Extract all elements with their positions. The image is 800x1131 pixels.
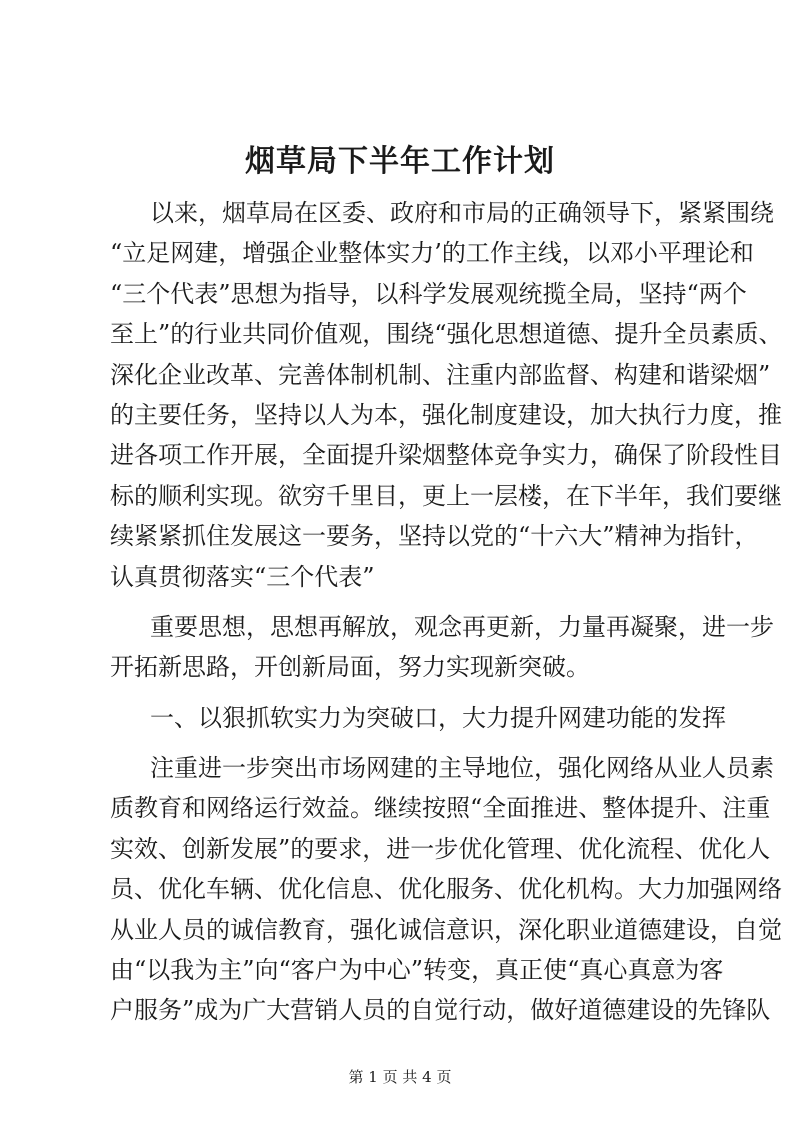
text-line: 的主要任务，坚持以人为本，强化制度建设，加大执行力度，推 xyxy=(110,400,782,429)
text-line: 至上”的行业共同价值观，围绕“强化思想道德、提升全员素质、 xyxy=(110,320,783,349)
text-line: 注重进一步突出市场网建的主导地位，强化网络从业人员素 xyxy=(150,754,774,783)
text-line: “三个代表”思想为指导，以科学发展观统揽全局，坚持“两个 xyxy=(110,279,747,308)
text-line: 以来，烟草局在区委、政府和市局的正确领导下，紧紧围绕 xyxy=(150,199,774,227)
document-title: 烟草局下半年工作计划 xyxy=(245,144,555,179)
text-line: 标的顺利实现。欲穷千里目，更上一层楼，在下半年，我们要继 xyxy=(110,481,782,510)
text-line: 进各项工作开展，全面提升梁烟整体竞争实力，确保了阶段性目 xyxy=(110,441,782,470)
document-body xyxy=(110,193,783,1031)
text-line: 由“以我为主”向“客户为中心”转变，真正使“真心真意为客 xyxy=(110,956,724,985)
text-line: 从业人员的诚信教育，强化诚信意识，深化职业道德建设，自觉 xyxy=(110,915,782,944)
text-line: 户服务”成为广大营销人员的自觉行动，做好道德建设的先锋队 xyxy=(110,996,771,1025)
text-line: “立足网建，增强企业整体实力’的工作主线，以邓小平理论和 xyxy=(110,239,754,268)
text-line: 开拓新思路，开创新局面，努力实现新突破。 xyxy=(110,653,590,682)
text-line: 质教育和网络运行效益。继续按照“全面推进、整体提升、注重 xyxy=(110,794,771,823)
section-heading: 一、以狠抓软实力为突破口，大力提升网建功能的发挥 xyxy=(150,703,726,732)
text-line: 深化企业改革、完善体制机制、注重内部监督、构建和谐梁烟” xyxy=(110,360,771,389)
text-line: 实效、创新发展”的要求，进一步优化管理、优化流程、优化人 xyxy=(110,834,771,863)
text-line: 员、优化车辆、优化信息、优化服务、优化机构。大力加强网络 xyxy=(110,875,782,904)
text-line: 认真贯彻落实“三个代表” xyxy=(110,562,375,591)
text-line: 重要思想，思想再解放，观念再更新，力量再凝聚，进一步 xyxy=(150,612,774,641)
page-footer: 第 1 页 共 4 页 xyxy=(348,1068,452,1086)
text-line: 续紧紧抓住发展这一要务，坚持以党的“十六大”精神为指针， xyxy=(110,522,759,551)
